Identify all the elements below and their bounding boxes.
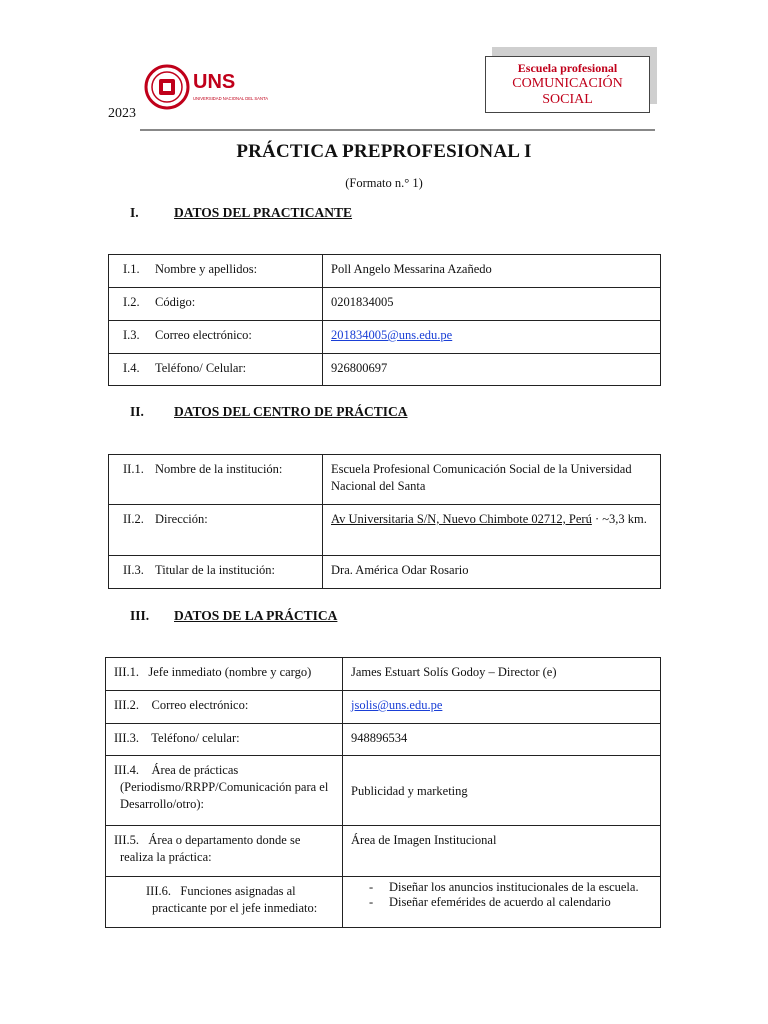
- row-value: Dra. América Odar Rosario: [323, 556, 661, 589]
- table-row: [109, 255, 661, 288]
- year: 2023: [108, 106, 136, 121]
- school-name-line2: SOCIAL: [542, 92, 593, 107]
- row-value: Área de Imagen Institucional: [343, 826, 661, 877]
- email-link[interactable]: jsolis@uns.edu.pe: [351, 698, 443, 712]
- row-value: Publicidad y marketing: [343, 756, 661, 826]
- practicante-table: [108, 254, 661, 386]
- svg-text:UNIVERSIDAD NACIONAL DEL SANTA: UNIVERSIDAD NACIONAL DEL SANTA: [193, 96, 269, 101]
- table-row: [109, 556, 661, 589]
- table-row: [106, 724, 661, 756]
- address-distance: · ~3,3 km.: [594, 512, 647, 526]
- row-value: [343, 877, 661, 928]
- school-box: [485, 56, 650, 113]
- section-heading-centro: [130, 404, 408, 420]
- row-label: I.4. Teléfono/ Celular:: [109, 354, 323, 386]
- row-value: 926800697: [323, 354, 661, 386]
- row-label: I.2. Código:: [109, 288, 323, 321]
- table-row: [109, 455, 661, 505]
- section-number: I.: [130, 205, 139, 220]
- list-item: - Diseñar los anuncios institucionales de la escuela.: [351, 880, 652, 895]
- header-divider: [140, 129, 655, 131]
- row-label: III.5. Área o departamento donde se realiza la práctica:: [106, 826, 343, 877]
- address-text: Av Universitaria S/N, Nuevo Chimbote 02712, Perú: [331, 512, 592, 526]
- table-row: [106, 691, 661, 724]
- centro-table: [108, 454, 661, 589]
- school-label: Escuela profesional: [517, 61, 618, 75]
- table-row: [106, 877, 661, 928]
- document-title: PRÁCTICA PREPROFESIONAL I: [236, 141, 532, 162]
- table-row: [109, 321, 661, 354]
- list-item: - Diseñar efemérides de acuerdo al calendario: [351, 895, 652, 910]
- row-value: 948896534: [343, 724, 661, 756]
- table-row: [106, 826, 661, 877]
- row-value: [323, 321, 661, 354]
- row-label: III.6. Funciones asignadas al practicante por el jefe inmediato:: [106, 877, 343, 928]
- email-link[interactable]: 201834005@uns.edu.pe: [331, 328, 453, 342]
- practica-table: [105, 657, 661, 928]
- school-name-line1: COMUNICACIÓN: [512, 76, 623, 91]
- table-row: [109, 288, 661, 321]
- row-value: [343, 691, 661, 724]
- row-label: III.4. Área de prácticas (Periodismo/RRPP/Comunicación para el Desarrollo/otro):: [106, 756, 343, 826]
- section-number: II.: [130, 404, 144, 419]
- section-title: DATOS DEL CENTRO DE PRÁCTICA: [174, 404, 408, 419]
- row-label: III.2. Correo electrónico:: [106, 691, 343, 724]
- table-row: [106, 658, 661, 691]
- row-value: Escuela Profesional Comunicación Social de la Universidad Nacional del Santa: [323, 455, 661, 505]
- section-number: III.: [130, 608, 150, 623]
- svg-text:UNS: UNS: [193, 71, 236, 93]
- table-row: [106, 756, 661, 826]
- section-heading-practicante: [130, 205, 352, 221]
- row-value: [323, 505, 661, 556]
- row-label: III.3. Teléfono/ celular:: [106, 724, 343, 756]
- table-row: [109, 354, 661, 386]
- row-label: I.3. Correo electrónico:: [109, 321, 323, 354]
- row-label: III.1. Jefe inmediato (nombre y cargo): [106, 658, 343, 691]
- section-heading-practica: [130, 608, 337, 624]
- row-value: James Estuart Solís Godoy – Director (e): [343, 658, 661, 691]
- row-label: II.3. Titular de la institución:: [109, 556, 323, 589]
- document-subtitle: (Formato n.° 1): [345, 176, 423, 190]
- section-title: DATOS DEL PRACTICANTE: [174, 205, 353, 220]
- row-label: I.1. Nombre y apellidos:: [109, 255, 323, 288]
- row-label: II.2. Dirección:: [109, 505, 323, 556]
- functions-list: [351, 880, 652, 910]
- section-title: DATOS DE LA PRÁCTICA: [174, 608, 338, 623]
- table-row: [109, 505, 661, 556]
- row-value: 0201834005: [323, 288, 661, 321]
- row-value: Poll Angelo Messarina Azañedo: [323, 255, 661, 288]
- uns-logo: [145, 62, 269, 112]
- row-label: II.1. Nombre de la institución:: [109, 455, 323, 505]
